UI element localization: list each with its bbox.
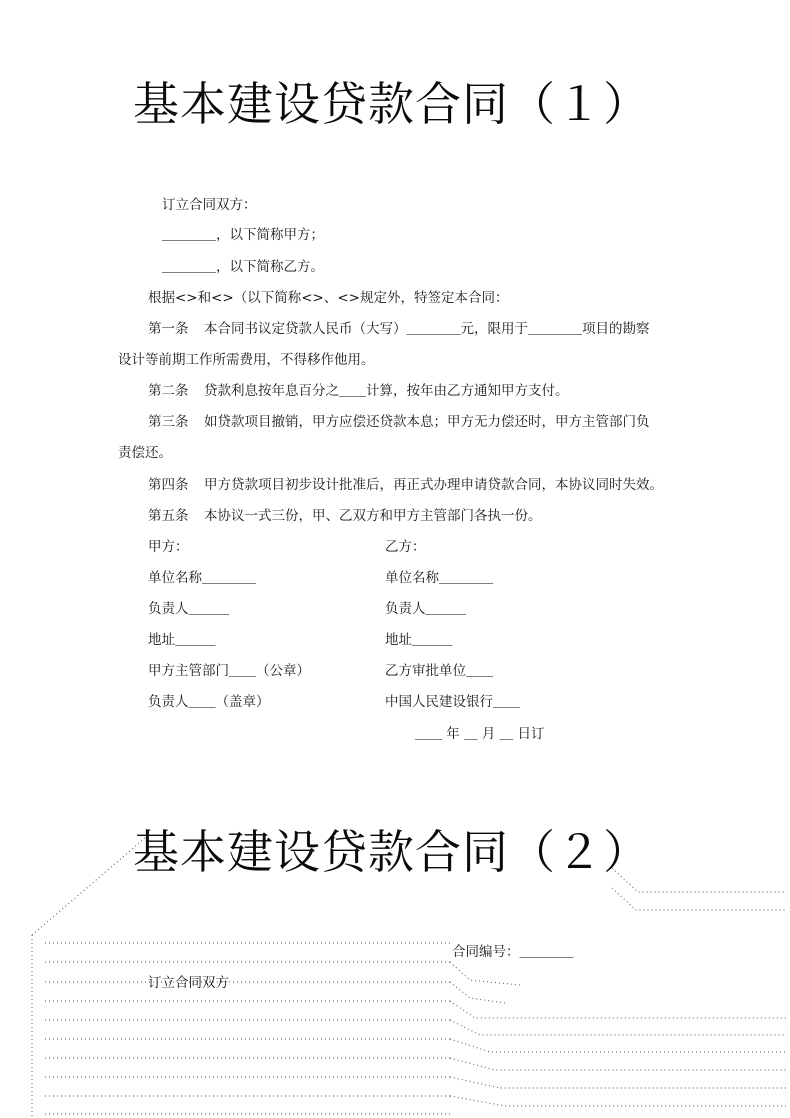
article-1-continued: 设计等前期工作所需费用，不得移作他用。 [118, 352, 375, 368]
party-a-line: ＿＿＿＿，以下简称甲方； [162, 227, 324, 243]
contract-2-parties-label: 订立合同双方 [148, 975, 229, 991]
article-5-text: 本协议一式三份，甲、乙双方和甲方主管部门各执一份。 [204, 508, 542, 524]
contract-2-title: 基本建设贷款合同（２） [133, 825, 650, 879]
contract-1-title: 基本建设贷款合同（１） [133, 77, 650, 131]
article-4-number: 第四条 [148, 477, 189, 493]
article-2-text: 贷款利息按年息百分之＿＿计算，按年由乙方通知甲方支付。 [204, 383, 569, 399]
article-5-number: 第五条 [148, 508, 189, 524]
parties-label: 订立合同双方： [162, 197, 257, 213]
sig-left-address: 地址＿＿＿ [148, 632, 216, 648]
signing-date: ＿＿ 年 ＿ 月 ＿ 日订 [415, 726, 545, 742]
article-3-continued: 责偿还。 [118, 445, 172, 461]
article-4 [148, 476, 663, 494]
sig-right-person: 负责人＿＿＿ [385, 601, 466, 617]
article-3-number: 第三条 [148, 414, 189, 430]
sig-left-party: 甲方： [148, 539, 189, 555]
article-4-text: 甲方贷款项目初步设计批准后，再正式办理申请贷款合同，本协议同时失效。 [204, 477, 663, 493]
sig-right-bank: 中国人民建设银行＿＿ [385, 694, 520, 710]
article-5 [148, 507, 542, 525]
contract-number: 合同编号：＿＿＿＿ [452, 944, 574, 960]
article-2-number: 第二条 [148, 383, 189, 399]
sig-left-unit: 单位名称＿＿＿＿ [148, 570, 256, 586]
basis-paragraph: 根据<>和<>（以下简称<>、<>规定外，特签定本合同： [148, 290, 509, 306]
article-2 [148, 382, 569, 400]
sig-right-unit: 单位名称＿＿＿＿ [385, 570, 493, 586]
article-3 [148, 413, 650, 431]
article-3-text: 如贷款项目撤销，甲方应偿还贷款本息；甲方无力偿还时，甲方主管部门负 [204, 414, 650, 430]
sig-left-person: 负责人＿＿＿ [148, 601, 229, 617]
article-1-number: 第一条 [148, 321, 189, 337]
party-b-line: ＿＿＿＿，以下简称乙方。 [162, 259, 324, 275]
sig-right-address: 地址＿＿＿ [385, 632, 453, 648]
article-1 [148, 320, 650, 338]
sig-left-department-person: 负责人＿＿（盖章） [148, 694, 270, 710]
sig-right-party: 乙方： [385, 539, 426, 555]
article-1-text: 本合同书议定贷款人民币（大写）＿＿＿＿元，限用于＿＿＿＿项目的勘察 [204, 321, 650, 337]
sig-right-approval-unit: 乙方审批单位＿＿ [385, 663, 493, 679]
sig-left-department: 甲方主管部门＿＿（公章） [148, 663, 310, 679]
